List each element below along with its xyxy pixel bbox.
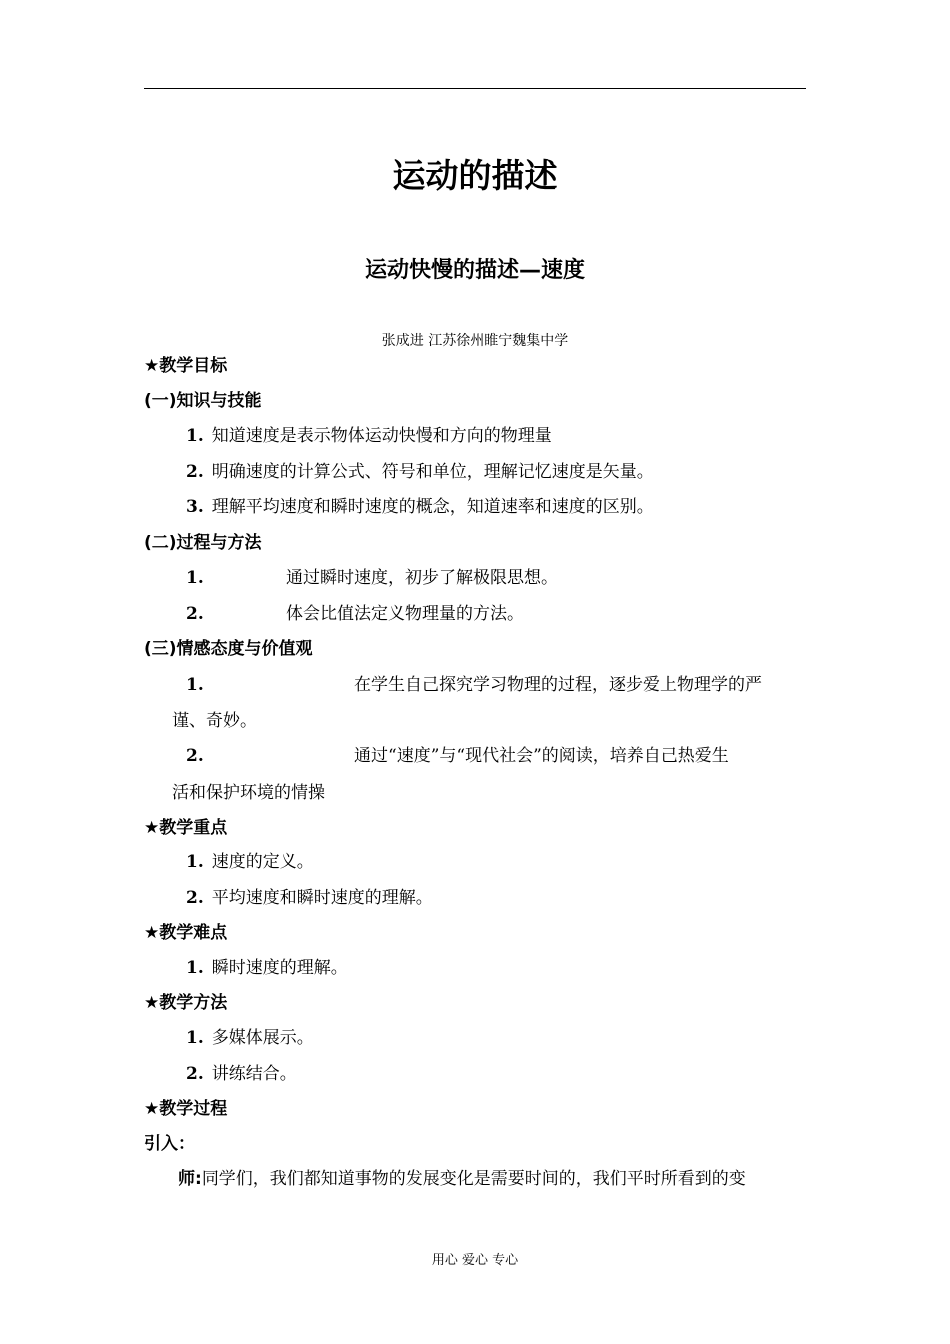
page-footer: 用心 爱心 专心 — [431, 1253, 519, 1268]
item-number: 1. — [186, 852, 204, 872]
item-number: 2. — [186, 462, 204, 482]
item-text: 瞬时速度的理解。 — [211, 958, 348, 978]
item-number: 1. — [186, 675, 204, 695]
key-points-heading: ★教学重点 — [144, 818, 228, 838]
header-rule — [144, 88, 806, 89]
teacher-paragraph — [178, 1166, 810, 1192]
list-item-continuation: 活和保护环境的情操 — [172, 783, 325, 803]
item-text: 通过“速度”与“现代社会”的阅读，培养自己热爱生 — [354, 746, 729, 766]
item-text: 体会比值法定义物理量的方法。 — [286, 604, 524, 624]
item-text: 在学生自己探究学习物理的过程，逐步爱上物理学的严 — [354, 675, 762, 695]
item-text: 理解平均速度和瞬时速度的概念，知道速率和速度的区别。 — [211, 497, 654, 517]
process-section-heading: ★教学过程 — [144, 1099, 228, 1119]
item-number: 1. — [186, 426, 204, 446]
list-item — [186, 459, 654, 485]
item-text: 多媒体展示。 — [211, 1028, 314, 1048]
item-text: 速度的定义。 — [211, 852, 314, 872]
document-title: 运动的描述 — [392, 156, 558, 195]
list-item — [186, 494, 654, 520]
item-text: 讲练结合。 — [211, 1064, 297, 1084]
item-text: 知道速度是表示物体运动快慢和方向的物理量 — [211, 426, 552, 446]
item-number: 2. — [186, 1064, 204, 1084]
methods-heading: ★教学方法 — [144, 993, 228, 1013]
list-item — [186, 1061, 297, 1087]
process-heading: (二)过程与方法 — [144, 533, 262, 553]
teacher-label: 师: — [178, 1169, 202, 1189]
teacher-text: 同学们，我们都知道事物的发展变化是需要时间的，我们平时所看到的变 — [201, 1169, 746, 1189]
item-number: 1. — [186, 958, 204, 978]
list-item-continuation: 谨、奇妙。 — [172, 711, 257, 731]
objectives-heading: ★教学目标 — [144, 356, 228, 376]
item-text: 明确速度的计算公式、符号和单位，理解记忆速度是矢量。 — [211, 462, 654, 482]
list-item — [186, 672, 762, 698]
document-subtitle: 运动快慢的描述—速度 — [364, 258, 585, 283]
item-number: 2. — [186, 746, 204, 766]
list-item — [186, 601, 524, 627]
list-item — [186, 743, 729, 769]
list-item — [186, 423, 552, 449]
item-number: 1. — [186, 1028, 204, 1048]
list-item — [186, 955, 348, 981]
author-line: 张成进 江苏徐州睢宁魏集中学 — [381, 333, 569, 349]
emotion-heading: (三)情感态度与价值观 — [144, 639, 313, 659]
item-text: 平均速度和瞬时速度的理解。 — [211, 888, 433, 908]
item-number: 3. — [186, 497, 204, 517]
knowledge-heading: (一)知识与技能 — [144, 391, 262, 411]
item-number: 1. — [186, 568, 204, 588]
list-item — [186, 1025, 314, 1051]
item-number: 2. — [186, 604, 204, 624]
difficulties-heading: ★教学难点 — [144, 923, 228, 943]
list-item — [186, 565, 558, 591]
list-item — [186, 885, 433, 911]
item-text: 通过瞬时速度，初步了解极限思想。 — [286, 568, 558, 588]
list-item — [186, 849, 314, 875]
item-number: 2. — [186, 888, 204, 908]
intro-label: 引入： — [144, 1134, 195, 1154]
